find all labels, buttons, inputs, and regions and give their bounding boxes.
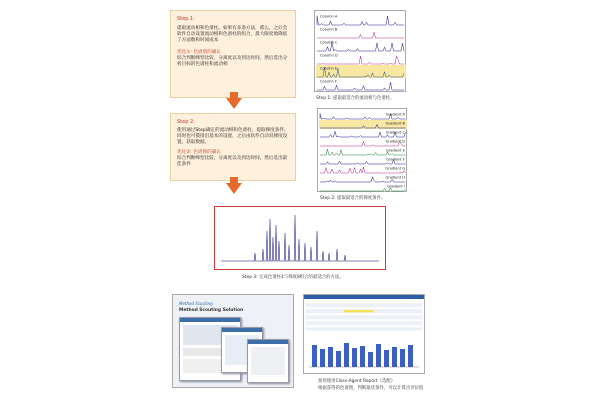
step2-title: Step 2: — [177, 119, 195, 125]
step2-check-title: 优化②: 色谱图的确认 — [177, 150, 221, 155]
final-chromatogram — [215, 207, 384, 268]
trace-label: Column D — [320, 53, 338, 58]
trace-label: Column C — [320, 40, 338, 45]
software-screenshot-left — [172, 294, 294, 388]
step1-title: Step 1: — [177, 16, 195, 22]
report-bar — [312, 345, 317, 367]
step3-caption: Step 3: 完成色谱柱4与梯度8组合的最适合的方法。 — [242, 275, 344, 280]
step2-caption: Step 2: 提取最适合的梯度条件。 — [320, 196, 386, 201]
trace-label: Column A — [320, 14, 338, 19]
step1-caption: Step 1: 提取最适合的流动相与色谱柱。 — [316, 96, 395, 101]
report-bar — [392, 347, 397, 367]
report-bar — [384, 350, 389, 367]
report-bar — [376, 344, 381, 367]
trace-label: Column E — [320, 66, 338, 71]
trace-label: Gradient B — [385, 121, 405, 126]
trace-label: Column F — [320, 79, 337, 84]
report-bar — [336, 351, 341, 367]
step2-body: 使用通过Step确定的流动相和色谱柱，提取梯度条件。同时也可摸排出基本的设置，之后由软件自动双梯度设置，获取数据。 — [177, 128, 289, 145]
step1-check-title: 优化①: 色谱图的确认 — [177, 50, 221, 55]
report-preview — [304, 295, 424, 373]
column-chromatograms — [315, 11, 407, 93]
software-logo: Method Scouting — [179, 301, 213, 306]
report-bar — [320, 349, 325, 367]
window-third — [247, 339, 289, 383]
trace-label: Column B — [320, 27, 338, 32]
step1-check-body: 综合判断峰型比较，分离度以及到达时间，然后选出分析目标的色谱柱和流动相 — [177, 56, 288, 67]
column-chromatogram-panel — [314, 10, 406, 92]
step1-body: 提取流动相和色谱柱。如果有多条方法，那么，之后会软件自动设置流动相和色谱柱的组合，最大限度地降低了方法数和时间成本 — [177, 26, 288, 43]
trace-label: Gradient F — [386, 157, 405, 162]
trace-label: Gradient D — [385, 139, 405, 144]
trace-label: Gradient A — [385, 112, 405, 117]
report-titlebar — [304, 295, 424, 299]
final-trace — [221, 215, 379, 261]
trace-label: Gradient I — [387, 184, 405, 189]
step2-box — [170, 113, 296, 181]
arrow-down-2 — [226, 177, 242, 194]
report-bar — [352, 348, 357, 367]
gradient-chromatogram-panel — [317, 108, 407, 192]
report-caption-line1: 加用使用Class-Agent Report（选配） — [318, 379, 396, 384]
step2-check-body: 综合判断峰型比较，分离度以及到达时间，然后选出最佳条件 — [177, 156, 288, 167]
report-table-row — [306, 322, 422, 324]
step1-box — [170, 10, 296, 98]
report-bar — [360, 346, 365, 367]
gradient-chromatograms — [318, 109, 408, 193]
chromatogram-trace — [317, 32, 404, 38]
report-bar — [400, 349, 405, 367]
arrow-down-1 — [226, 92, 242, 109]
report-caption-line2: 根据获得的色谱图，判断最优条件，可以计算出评价值 — [318, 386, 424, 391]
report-bar — [328, 347, 333, 367]
trace-label: Gradient H — [385, 175, 405, 180]
report-table-row — [306, 316, 422, 318]
software-title: Method Scouting Solution — [179, 308, 244, 313]
report-table-row — [306, 328, 422, 330]
report-table-row — [306, 307, 422, 309]
report-bar — [368, 352, 373, 367]
final-chromatogram-frame — [214, 206, 386, 270]
trace-label: Gradient E — [385, 148, 405, 153]
trace-label: Gradient C — [385, 130, 405, 135]
report-table-row — [306, 319, 422, 321]
report-highlight-cell — [344, 310, 374, 312]
report-bar — [344, 343, 349, 367]
report-table-row — [306, 313, 422, 315]
trace-label: Gradient G — [385, 166, 405, 171]
software-screenshot-right — [303, 294, 425, 374]
report-table-row — [306, 301, 422, 303]
report-table-row — [306, 304, 422, 306]
report-table-row — [306, 325, 422, 327]
report-bar — [408, 345, 413, 367]
